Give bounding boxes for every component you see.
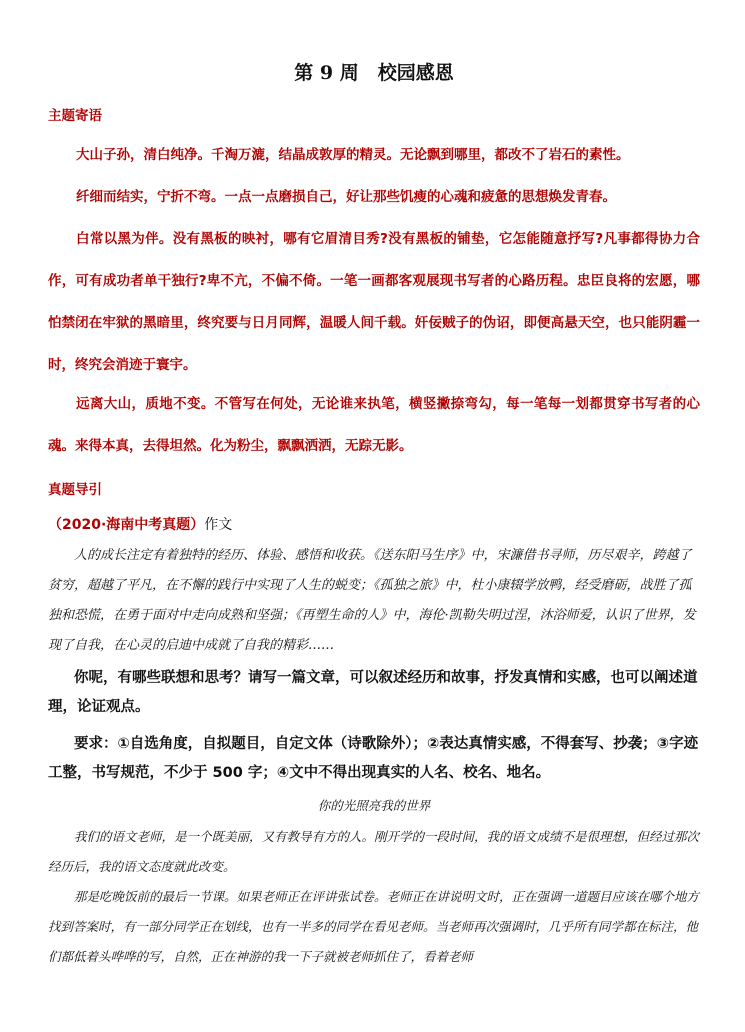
exam-requirements: 要求：①自选角度，自拟题目，自定文体（诗歌除外）；②表达真情实感，不得套写、抄袭；③字迹工整，书写规范，不少于 500 字；④文中不得出现真实的人名、校名、地名。 [48, 736, 699, 781]
section-heading-exam: 真题导引 [48, 482, 102, 498]
exam-source-label: （2020·海南中考真题） [48, 517, 205, 533]
exam-source-suffix: 作文 [204, 517, 233, 533]
theme-paragraph: 纤细而结实，宁折不弯。一点一点磨损自己，好让那些饥瘦的心魂和疲惫的思想焕发青春。 [76, 189, 616, 205]
exam-question: 你呢，有哪些联想和思考？请写一篇文章，可以叙述经历和故事，抒发真情和实感，也可以阐述道理，论证观点。 [48, 670, 698, 715]
theme-paragraph: 大山子孙，清白纯净。千淘万漉，结晶成敦厚的精灵。无论飘到哪里，都改不了岩石的素性。 [76, 147, 630, 163]
section-heading-theme: 主题寄语 [48, 108, 102, 124]
page-title: 第 9 周 校园感恩 [294, 62, 454, 84]
theme-paragraph: 白常以黑为伴。没有黑板的映衬，哪有它眉清目秀?没有黑板的铺垫，它怎能随意抒写?凡事都得协力合作，可有成功者单干独行?卑不亢，不偏不倚。一笔一画都客观展现书写者的心路历程。忠臣良将的宏愿，哪怕禁闭在牢狱的黑暗里，终究要与日月同辉，温暖人间千载。奸佞贼子的伪诏，即便高悬天空，也只能阴霾一时，终究会消迹于寰宇。 [48, 231, 700, 373]
exam-source [48, 514, 232, 534]
exam-prompt: 人的成长注定有着独特的经历、体验、感悟和收获。《送东阳马生序》中，宋濂借书寻师，历尽艰辛，跨越了贫穷，超越了平凡，在不懈的践行中实现了人生的蜕变；《孤独之旅》中，杜小康辍学放鸭，经受磨砺，战胜了孤独和恐慌，在勇于面对中走向成熟和坚强；《再塑生命的人》中，海伦·凯勒失明过涅，沐浴师爱，认识了世界，发现了自我，在心灵的启迪中成就了自我的精彩…… [48, 548, 696, 653]
theme-paragraph: 远离大山，质地不变。不管写在何处，无论谁来执笔，横竖撇捺弯勾，每一笔每一划都贯穿书写者的心魂。来得本真，去得坦然。化为粉尘，飘飘洒洒，无踪无影。 [48, 396, 700, 454]
essay-paragraph: 我们的语文老师，是一个既美丽，又有教导有方的人。刚开学的一段时间，我的语文成绩不是很理想，但经过那次经历后，我的语文态度就此改变。 [48, 829, 700, 874]
essay-paragraph: 那是吃晚饭前的最后一节课。如果老师正在评讲张试卷。老师正在讲说明文时，正在强调一道题目应该在哪个地方找到答案时，有一部分同学正在划线，也有一半多的同学在看见老师。当老师再次强调时，几乎所有同学都在标注，他们都低着头哗哗的写，自然，正在神游的我一下子就被老师抓住了，看着老师 [48, 889, 700, 964]
essay-title: 你的光照亮我的世界 [317, 798, 431, 813]
